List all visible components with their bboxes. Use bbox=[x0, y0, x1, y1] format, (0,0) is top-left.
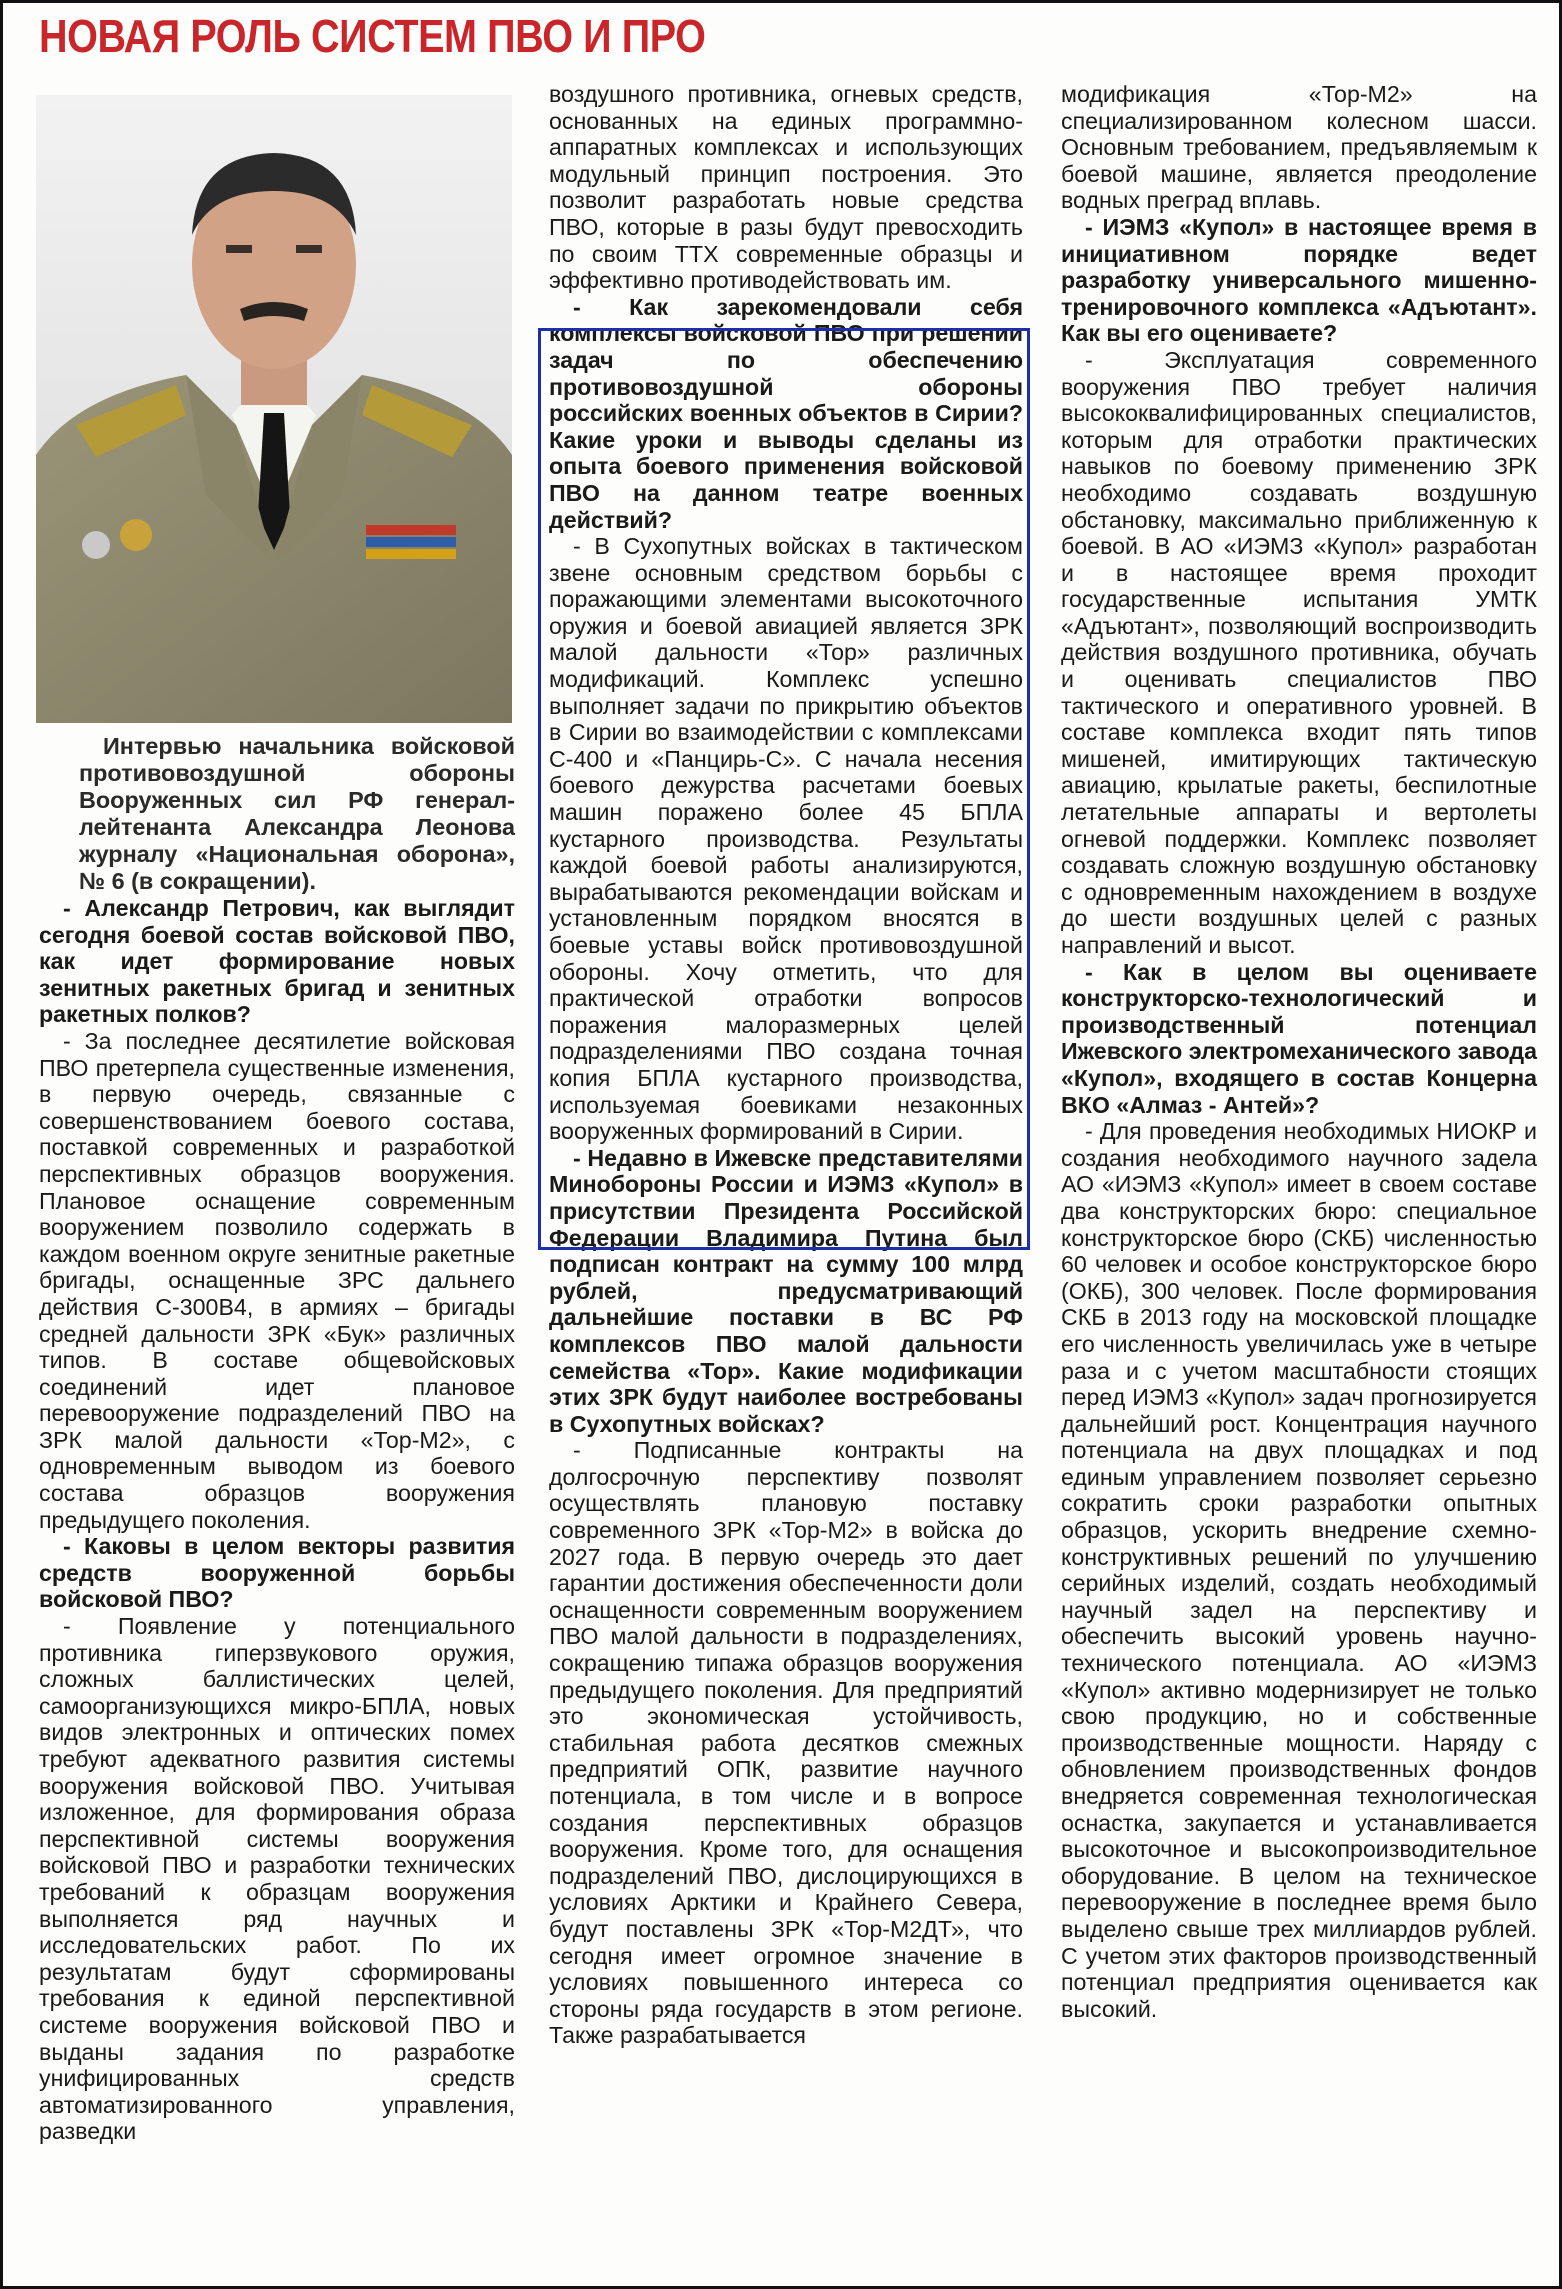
answer-2-continued: воздушного противника, огневых средств, основанных на единых программно-аппаратных комплексах и использующих модульный принцип построения. Это позволит разработать новые средства ПВО, которые в разы будут превосходить по своим ТТХ современные образцы и эффективно противодействовать им. bbox=[549, 81, 1023, 294]
question-6: - Как в целом вы оцениваете конструкторско-технологический и производственный потенциал Ижевского электромеханического завода «Купол», входящего в состав Концерна ВКО «Алмаз - Антей»? bbox=[1061, 958, 1537, 1118]
question-5: - ИЭМЗ «Купол» в настоящее время в инициативном порядке ведет разработку универсального мишенно-тренировочного комплекса «Адъютант». Как вы его оцениваете? bbox=[1061, 213, 1537, 347]
question-3: - Как зарекомендовали себя комплексы войсковой ПВО при решении задач по обеспечению противовоздушной обороны российских военных объектов в Сирии? Какие уроки и выводы сделаны из опыта боевого применения войсковой ПВО на данном театре военных действий? bbox=[549, 293, 1023, 533]
answer-2: - Появление у потенциального противника гиперзвукового оружия, сложных баллистических целей, самоорганизующихся микро-БПЛА, новых видов электронных и оптических помех требуют адекватного развития системы вооружения войсковой ПВО. Учитывая изложенное, для формирования образа перспективной системы вооружения войсковой ПВО и разработки технических требований к образцам вооружения выполняется ряд научных и исследовательских работ. По их результатам будут сформированы требования к единой перспективной системе вооружения войсковой ПВО и выданы задания по разработке унифицированных средств автоматизированного управления, разведки bbox=[39, 1613, 515, 2145]
answer-4-continued: модификация «Тор-М2» на специализированном колесном шасси. Основным требованием, предъявляемым к боевой машине, является преодоление водных преград вплавь. bbox=[1061, 81, 1537, 214]
headline: НОВАЯ РОЛЬ СИСТЕМ ПВО И ПРО bbox=[39, 10, 706, 62]
intro-text: Интервью начальника войсковой противовоздушной обороны Вооруженных сил РФ генерал-лейтенанта Александра Леонова журналу «Национальная оборона», № 6 (в сокращении). bbox=[79, 733, 515, 894]
column-2 bbox=[549, 81, 1023, 2049]
answer-5: - Эксплуатация современного вооружения ПВО требует наличия высококвалифицированных специалистов, которым для отработки практических навыков по боевому применению ЗРК необходимо создавать воздушную обстановку, максимально приближенную к боевой. В АО «ИЭМЗ «Купол» разработан и в настоящее время проходит государственные испытания УМТК «Адъютант», позволяющий воспроизводить действия воздушного противника, обучать и оценивать специалистов ПВО тактического и оперативного уровней. В составе комплекса входит пять типов мишеней, имитирующих тактическую авиацию, крылатые ракеты, беспилотные летательные аппараты и вертолеты огневой поддержки. Комплекс позволяет создавать сложную воздушную обстановку с одновременным нахождением в воздухе до шести воздушных целей с разных направлений и высот. bbox=[1061, 346, 1537, 958]
portrait-photo bbox=[36, 95, 512, 723]
question-1: - Александр Петрович, как выглядит сегодня боевой состав войсковой ПВО, как идет формирование новых зенитных ракетных бригад и зенитных ракетных полков? bbox=[39, 895, 515, 1028]
answer-6: - Для проведения необходимых НИОКР и создания необходимого научного задела АО «ИЭМЗ «Купол» имеет в своем составе два конструкторских бюро: специальное конструкторское бюро (СКБ) численностью 60 человек и особое конструкторское бюро (ОКБ), 300 человек. После формирования СКБ в 2013 году на московской площадке его численность увеличилась уже в четыре раза и с учетом масштабности стоящих перед ИЭМЗ «Купол» задач прогнозируется дальнейший рост. Концентрация научного потенциала на двух площадках и под единым управлением позволяет серьезно сократить сроки разработки опытных образцов, ускорить внедрение схемно-конструктивных решений по улучшению серийных изделий, создать необходимый научный задел на перспективу и обеспечить высокий уровень научно-технического потенциала. АО «ИЭМЗ «Купол» активно модернизирует не только свою продукцию, но и собственные производственные мощности. Наряду с обновлением производственных фондов внедряется современная технологическая оснастка, закупается и устанавливается высокоточное и высокопроизводительное оборудование. В целом на техническое перевооружение в последнее время было выделено свыше трех миллиардов рублей. С учетом этих факторов производственный потенциал предприятия оценивается как высокий. bbox=[1061, 1118, 1537, 2022]
question-4: - Недавно в Ижевске представителями Минобороны России и ИЭМЗ «Купол» в присутствии Президента Российской Федерации Владимира Путина был подписан контракт на сумму 100 млрд рублей, предусматривающий дальнейшие поставки в ВС РФ комплексов ПВО малой дальности семейства «Тор». Какие модификации этих ЗРК будут наиболее востребованы в Сухопутных войсках? bbox=[549, 1144, 1023, 1437]
question-2: - Каковы в целом векторы развития средств вооруженной борьбы войсковой ПВО? bbox=[39, 1533, 515, 1613]
column-3 bbox=[1061, 81, 1537, 2022]
answer-3: - В Сухопутных войсках в тактическом звене основным средством борьбы с поражающими элементами высокоточного оружия и боевой авиацией является ЗРК малой дальности «Тор» различных модификаций. Комплекс успешно выполняет задачи по прикрытию объектов в Сирии во взаимодействии с комплексами С-400 и «Панцирь-С». С начала несения боевого дежурства расчетами боевых машин поражено более 45 БПЛА кустарного производства. Результаты каждой боевой работы анализируются, вырабатываются рекомендации войскам и установленным порядком вносятся в боевые уставы войск противовоздушной обороны. Хочу отметить, что для практической отработки вопросов поражения малоразмерных целей подразделениями ПВО создана точная копия БПЛА кустарного производства, используемая боевиками незаконных вооруженных формирований в Сирии. bbox=[549, 533, 1023, 1145]
column-1 bbox=[39, 733, 515, 2145]
answer-4: - Подписанные контракты на долгосрочную перспективу позволят осуществлять плановую поставку современного ЗРК «Тор-М2» в войска до 2027 года. В первую очередь это дает гарантии достижения обеспеченности доли оснащенности современным вооружением ПВО малой дальности в подразделениях, сокращению типажа образцов вооружения предыдущего поколения. Для предприятий это экономическая устойчивость, стабильная работа десятков смежных предприятий ОПК, развитие научного потенциала, в том числе и в вопросе создания перспективных образцов вооружения. Кроме того, для оснащения подразделений ПВО, дислоцирующихся в условиях Арктики и Крайнего Севера, будут поставлены ЗРК «Тор-М2ДТ», что сегодня имеет огромное значение в условиях повышенного интереса со стороны ряда государств в этом регионе. Также разрабатывается bbox=[549, 1437, 1023, 2049]
answer-1: - За последнее десятилетие войсковая ПВО претерпела существенные изменения, в первую очередь, связанные с совершенствованием боевого состава, поставкой современных и разработкой перспективных образцов вооружения. Плановое оснащение современным вооружением позволило содержать в каждом военном округе зенитные ракетные бригады, оснащенные ЗРС дальнего действия С-300В4, в армиях – бригады средней дальности ЗРК «Бук» различных типов. В составе общевойсковых соединений идет плановое перевооружение подразделений ПВО на ЗРК малой дальности «Тор-М2», с одновременным выводом из боевого состава образцов вооружения предыдущего поколения. bbox=[39, 1027, 515, 1533]
portrait-illustration bbox=[36, 95, 512, 723]
